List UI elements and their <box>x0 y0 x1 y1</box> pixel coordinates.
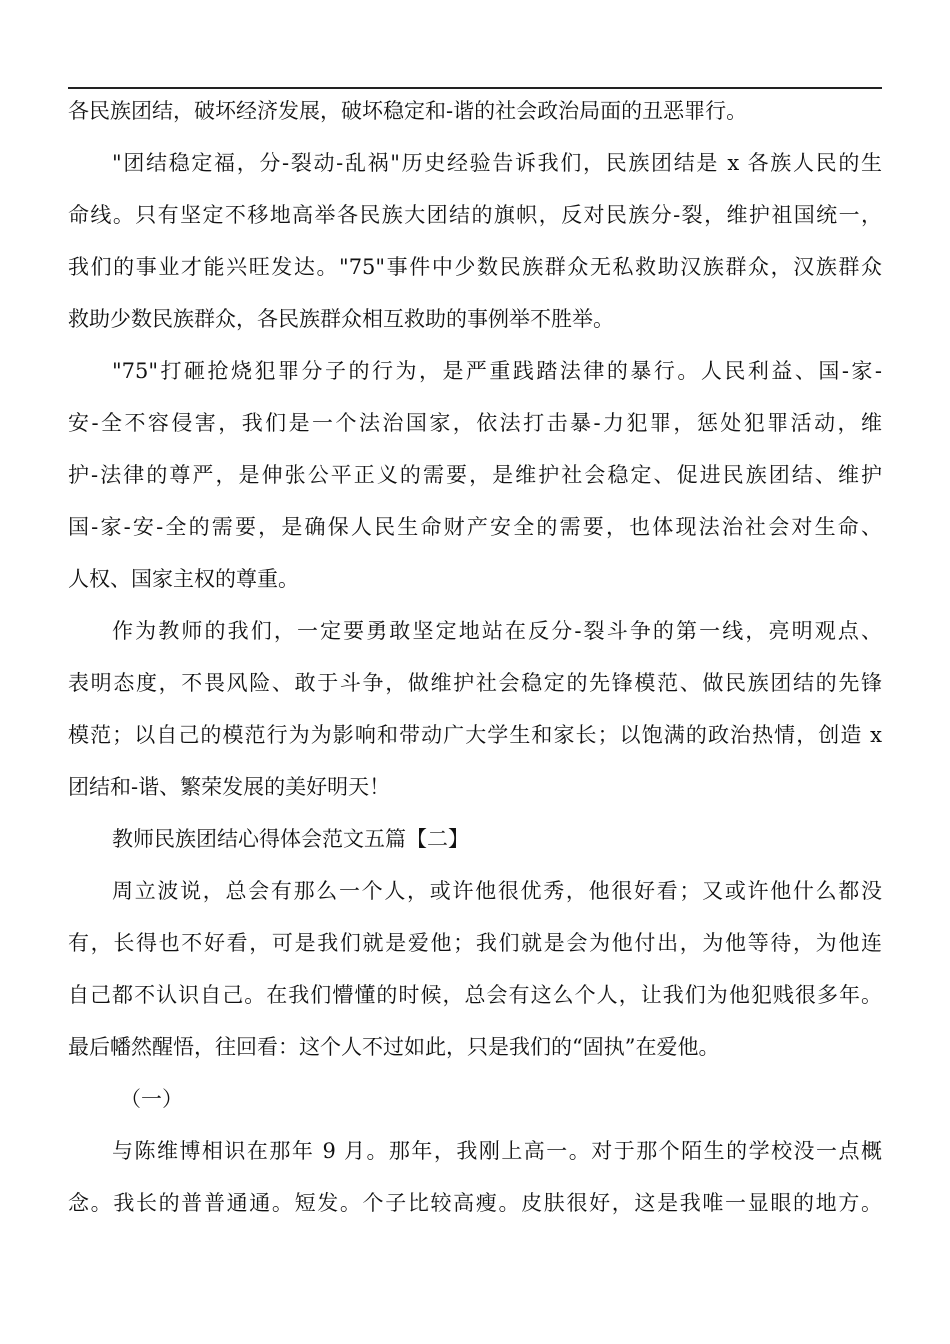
text-line: 有，长得也不好看，可是我们就是爱他；我们就是会为他付出，为他等待，为他连 <box>68 931 882 955</box>
text-line: "75"打砸抢烧犯罪分子的行为，是严重践踏法律的暴行。人民利益、国-家- <box>112 359 882 383</box>
text-line: 护-法律的尊严，是伸张公平正义的需要，是维护社会稳定、促进民族团结、维护 <box>68 463 882 487</box>
section-heading: 教师民族团结心得体会范文五篇【二】 <box>112 827 469 851</box>
text-line: 命线。只有坚定不移地高举各民族大团结的旗帜，反对民族分-裂，维护祖国统一， <box>68 203 882 227</box>
header-rule <box>68 87 882 89</box>
text-line: 自己都不认识自己。在我们懵懂的时候，总会有这么个人，让我们为他犯贱很多年。 <box>68 983 882 1007</box>
text-line: 模范；以自己的模范行为为影响和带动广大学生和家长；以饱满的政治热情，创造 x <box>68 723 882 747</box>
text-line: 救助少数民族群众，各民族群众相互救助的事例举不胜举。 <box>68 307 614 331</box>
text-line: 表明态度，不畏风险、敢于斗争，做维护社会稳定的先锋模范、做民族团结的先锋 <box>68 671 882 695</box>
text-line: 安-全不容侵害，我们是一个法治国家，依法打击暴-力犯罪，惩处犯罪活动，维 <box>68 411 882 435</box>
text-line: 作为教师的我们，一定要勇敢坚定地站在反分-裂斗争的第一线，亮明观点、 <box>112 619 882 643</box>
text-line: 人权、国家主权的尊重。 <box>68 567 299 591</box>
text-line: 最后幡然醒悟，往回看：这个人不过如此，只是我们的“固执”在爱他。 <box>68 1035 720 1059</box>
text-line: 各民族团结，破坏经济发展，破坏稳定和-谐的社会政治局面的丑恶罪行。 <box>68 99 748 123</box>
text-line: 念。我长的普普通通。短发。个子比较高瘦。皮肤很好，这是我唯一显眼的地方。 <box>68 1191 882 1215</box>
text-line: 与陈维博相识在那年 9 月。那年，我刚上高一。对于那个陌生的学校没一点概 <box>112 1139 882 1163</box>
text-line: 周立波说，总会有那么一个人，或许他很优秀，他很好看；又或许他什么都没 <box>112 879 882 903</box>
text-line: 国-家-安-全的需要，是确保人民生命财产安全的需要，也体现法治社会对生命、 <box>68 515 882 539</box>
text-line: 团结和-谐、繁荣发展的美好明天！ <box>68 775 391 799</box>
text-line: 我们的事业才能兴旺发达。"75"事件中少数民族群众无私救助汉族群众，汉族群众 <box>68 255 882 279</box>
document-body <box>68 92 882 1236</box>
text-line: "团结稳定福，分-裂动-乱祸"历史经验告诉我们，民族团结是 x 各族人民的生 <box>112 151 882 175</box>
subsection-marker: （一） <box>120 1087 183 1111</box>
